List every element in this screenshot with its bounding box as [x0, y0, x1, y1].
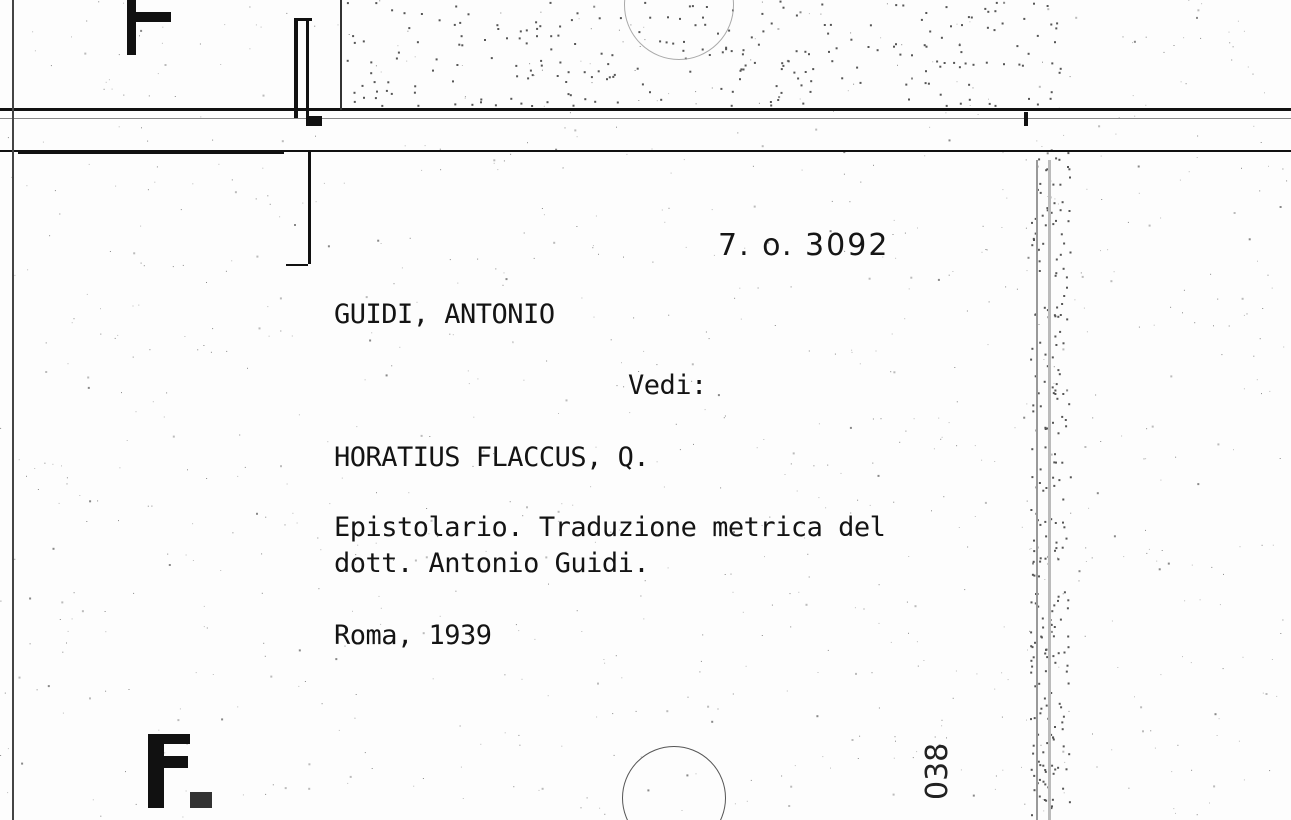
frame-number: 038: [920, 742, 955, 800]
card-left-foot: [286, 264, 308, 266]
card-right-edge: [1036, 160, 1038, 820]
card-left-edge: [308, 152, 311, 264]
film-marker-bar-2: [306, 18, 309, 118]
card-right-edge-2: [1048, 160, 1051, 820]
right-marker: [1024, 112, 1028, 126]
main-entry-author: HORATIUS FLACCUS, Q.: [334, 442, 650, 473]
frame-letter-bottom-icon: [146, 730, 216, 820]
shelfmark: 7. o. 3092: [718, 228, 890, 263]
title-line-2: dott. Antonio Guidi.: [334, 548, 650, 579]
imprint: Roma, 1939: [334, 620, 492, 651]
top-border-dotted: [0, 118, 1291, 119]
top-separator: [340, 0, 342, 110]
title-line-1: Epistolario. Traduzione metrica del: [334, 512, 886, 543]
film-marker-bar: [294, 18, 298, 118]
card-heading: GUIDI, ANTONIO: [334, 299, 555, 330]
see-reference-label: Vedi:: [628, 370, 707, 401]
frame-letter-top-icon: [124, 0, 174, 60]
card-top-left-edge: [18, 152, 284, 154]
left-marker: [306, 116, 322, 126]
film-marker-top: [294, 18, 312, 21]
top-border-line: [0, 108, 1291, 111]
left-edge-line: [12, 0, 14, 820]
